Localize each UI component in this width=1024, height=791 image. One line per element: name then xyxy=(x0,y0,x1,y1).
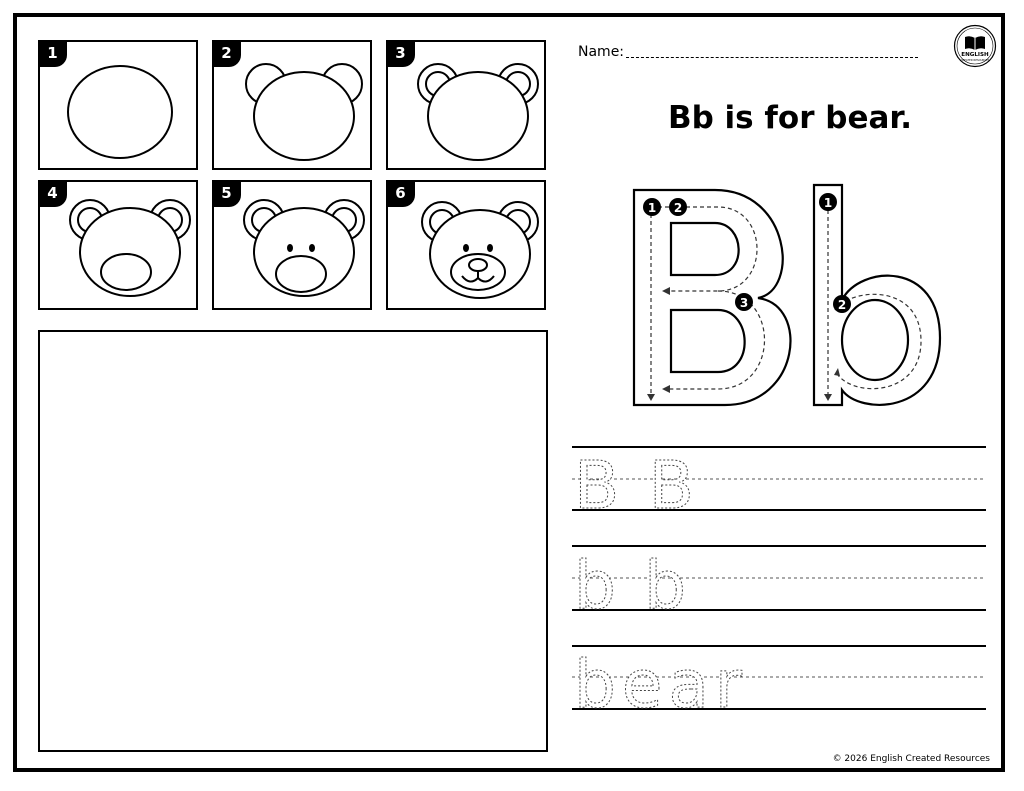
step-number-badge: 5 xyxy=(212,180,241,207)
step-number-badge: 2 xyxy=(212,40,241,67)
uppercase-b-outline xyxy=(634,190,790,405)
lowercase-stroke-2: 2 xyxy=(837,298,847,312)
lowercase-stroke-1: 1 xyxy=(823,196,833,210)
logo-text: ENGLISH xyxy=(961,52,989,58)
copyright-footer: © 2026 English Created Resources xyxy=(832,754,990,764)
trace-text-row-2: b b xyxy=(574,547,686,624)
handwriting-row-3[interactable] xyxy=(572,646,986,723)
handwriting-row-1[interactable] xyxy=(572,447,986,524)
handwriting-row-2[interactable] xyxy=(572,546,986,624)
uppercase-stroke-1: 1 xyxy=(647,201,657,215)
logo-subtext: CREATED RESOURCES xyxy=(960,59,990,62)
trace-text-row-1: B B xyxy=(574,447,694,524)
step-number-badge: 3 xyxy=(386,40,415,67)
lowercase-b-outline xyxy=(814,185,940,405)
step-number-badge: 6 xyxy=(386,180,415,207)
trace-text-row-3: bear xyxy=(574,646,742,723)
step-number-badge: 1 xyxy=(38,40,67,67)
uppercase-stroke-2: 2 xyxy=(673,201,683,215)
name-label: Name: xyxy=(578,44,625,60)
uppercase-stroke-3: 3 xyxy=(739,296,749,310)
step-number-badge: 4 xyxy=(38,180,67,207)
page-title: Bb is for bear. xyxy=(667,100,913,136)
